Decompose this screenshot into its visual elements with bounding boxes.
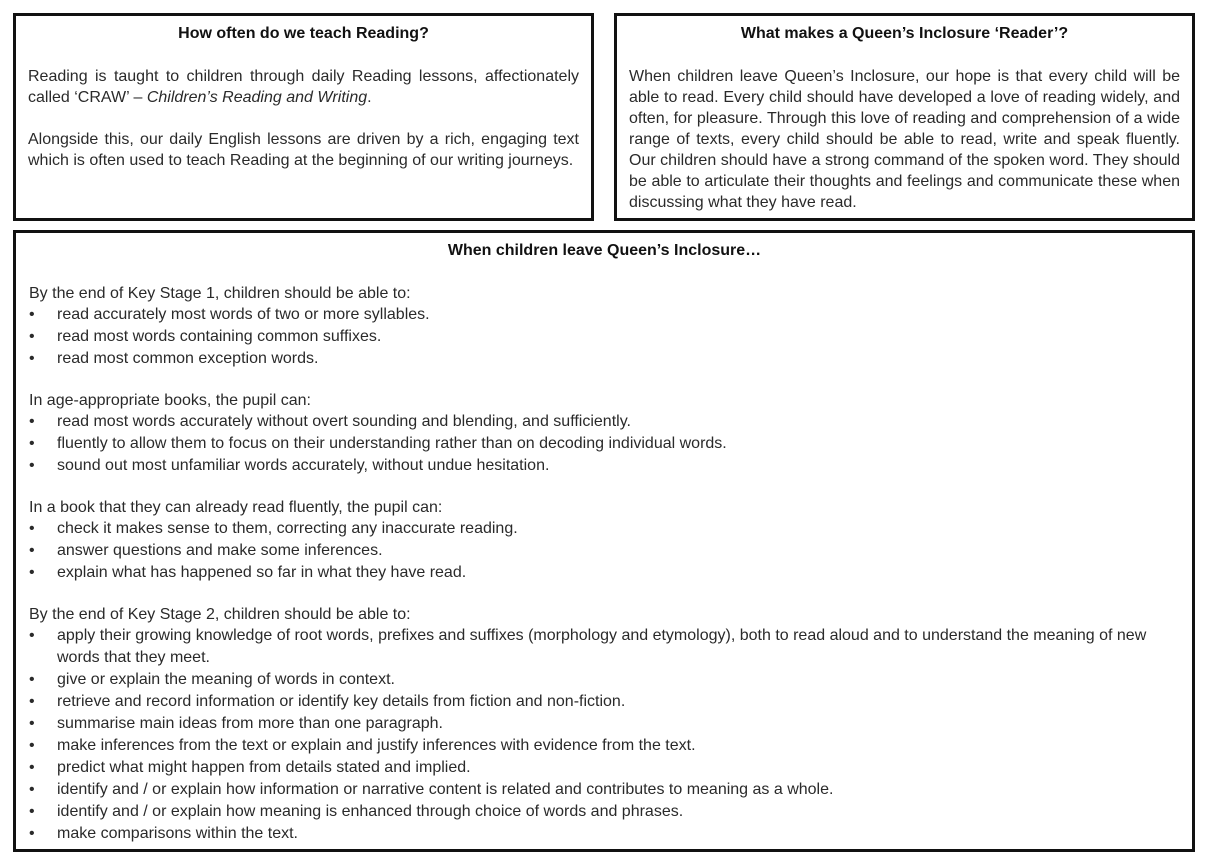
list-item-text: identify and / or explain how information or narrative content is related and contributes to meaning as a whole. [57, 781, 834, 798]
list-item [29, 757, 1180, 779]
bullet-icon: • [29, 671, 35, 688]
list-item [29, 735, 1180, 757]
bullet-icon: • [29, 759, 35, 776]
list-item-text: make inferences from the text or explain and justify inferences with evidence from the text. [57, 737, 696, 754]
leave-section [29, 283, 1180, 370]
list-item [29, 625, 1180, 669]
list-item-text: read accurately most words of two or more syllables. [57, 306, 430, 323]
teach-reading-box [13, 13, 594, 221]
bullet-icon: • [29, 737, 35, 754]
list-item-text: read most words containing common suffixes. [57, 328, 382, 345]
list-item-text: predict what might happen from details stated and implied. [57, 759, 471, 776]
bullet-list [29, 304, 1180, 370]
list-item-text: explain what has happened so far in what they have read. [57, 564, 467, 581]
list-item-text: fluently to allow them to focus on their understanding rather than on decoding individual words. [57, 435, 727, 452]
list-item-text: retrieve and record information or identify key details from fiction and non-fiction. [57, 693, 626, 710]
list-item [29, 433, 1180, 455]
section-intro: In age-appropriate books, the pupil can: [29, 392, 311, 409]
leave-title: When children leave Queen’s Inclosure… [447, 242, 762, 259]
list-item [29, 562, 1180, 584]
teach-reading-title: How often do we teach Reading? [178, 25, 429, 42]
teach-reading-para-1-text: Reading is taught to children through daily Reading lessons, affectionately called ‘CRAW’ – [28, 68, 579, 106]
bullet-icon: • [29, 781, 35, 798]
section-intro: In a book that they can already read fluently, the pupil can: [29, 499, 443, 516]
list-item-text: read most common exception words. [57, 350, 319, 367]
bullet-icon: • [29, 435, 35, 452]
list-item-text: apply their growing knowledge of root words, prefixes and suffixes (morphology and etymology), both to read aloud and to understand the meaning of new words that they meet. [57, 627, 1147, 666]
bullet-icon: • [29, 693, 35, 710]
bullet-icon: • [29, 328, 35, 345]
bullet-list [29, 518, 1180, 584]
bullet-icon: • [29, 627, 35, 644]
list-item-text: identify and / or explain how meaning is enhanced through choice of words and phrases. [57, 803, 684, 820]
list-item [29, 801, 1180, 823]
teach-reading-para-1 [28, 66, 579, 108]
bullet-icon: • [29, 715, 35, 732]
list-item [29, 455, 1180, 477]
section-intro: By the end of Key Stage 2, children should be able to: [29, 606, 411, 623]
list-item [29, 304, 1180, 326]
list-item-text: read most words accurately without overt sounding and blending, and sufficiently. [57, 413, 631, 430]
bullet-icon: • [29, 542, 35, 559]
bullet-icon: • [29, 520, 35, 537]
reader-box [614, 13, 1195, 221]
bullet-icon: • [29, 306, 35, 323]
list-item [29, 713, 1180, 735]
teach-reading-para-2: Alongside this, our daily English lessons are driven by a rich, engaging text which is often used to teach Reading at the beginning of our writing journeys. [28, 131, 579, 169]
leave-box [13, 230, 1195, 852]
list-item-text: summarise main ideas from more than one paragraph. [57, 715, 443, 732]
leave-section [29, 604, 1180, 845]
reader-para: When children leave Queen’s Inclosure, our hope is that every child will be able to read. Every child should have developed a love of reading widely, and often, for pleasure. Through this love of reading and comprehension of a wide range of texts, every child should be able to read, write and speak fluently. Our children should have a strong command of the spoken word. They should be able to articulate their thoughts and feelings and communicate these when discussing what they have read. [629, 68, 1180, 211]
list-item-text: answer questions and make some inferences. [57, 542, 383, 559]
teach-reading-body [28, 66, 579, 171]
bullet-icon: • [29, 413, 35, 430]
list-item-text: sound out most unfamiliar words accurately, without undue hesitation. [57, 457, 550, 474]
reader-body [629, 66, 1180, 213]
bullet-icon: • [29, 564, 35, 581]
list-item [29, 779, 1180, 801]
list-item [29, 823, 1180, 845]
bullet-icon: • [29, 825, 35, 842]
bullet-icon: • [29, 803, 35, 820]
list-item [29, 691, 1180, 713]
list-item [29, 411, 1180, 433]
leave-section [29, 497, 1180, 584]
bullet-icon: • [29, 457, 35, 474]
leave-section [29, 390, 1180, 477]
list-item [29, 518, 1180, 540]
list-item [29, 669, 1180, 691]
leave-sections [29, 283, 1180, 845]
bullet-list [29, 411, 1180, 477]
section-intro: By the end of Key Stage 1, children should be able to: [29, 285, 411, 302]
reader-title: What makes a Queen’s Inclosure ‘Reader’? [740, 25, 1069, 42]
teach-reading-para-1-end: . [367, 89, 372, 106]
list-item-text: make comparisons within the text. [57, 825, 298, 842]
bullet-icon: • [29, 350, 35, 367]
bullet-list [29, 625, 1180, 845]
list-item-text: check it makes sense to them, correcting any inaccurate reading. [57, 520, 518, 537]
list-item [29, 540, 1180, 562]
list-item [29, 326, 1180, 348]
list-item-text: give or explain the meaning of words in context. [57, 671, 395, 688]
craw-expansion: Children’s Reading and Writing [146, 89, 368, 106]
list-item [29, 348, 1180, 370]
